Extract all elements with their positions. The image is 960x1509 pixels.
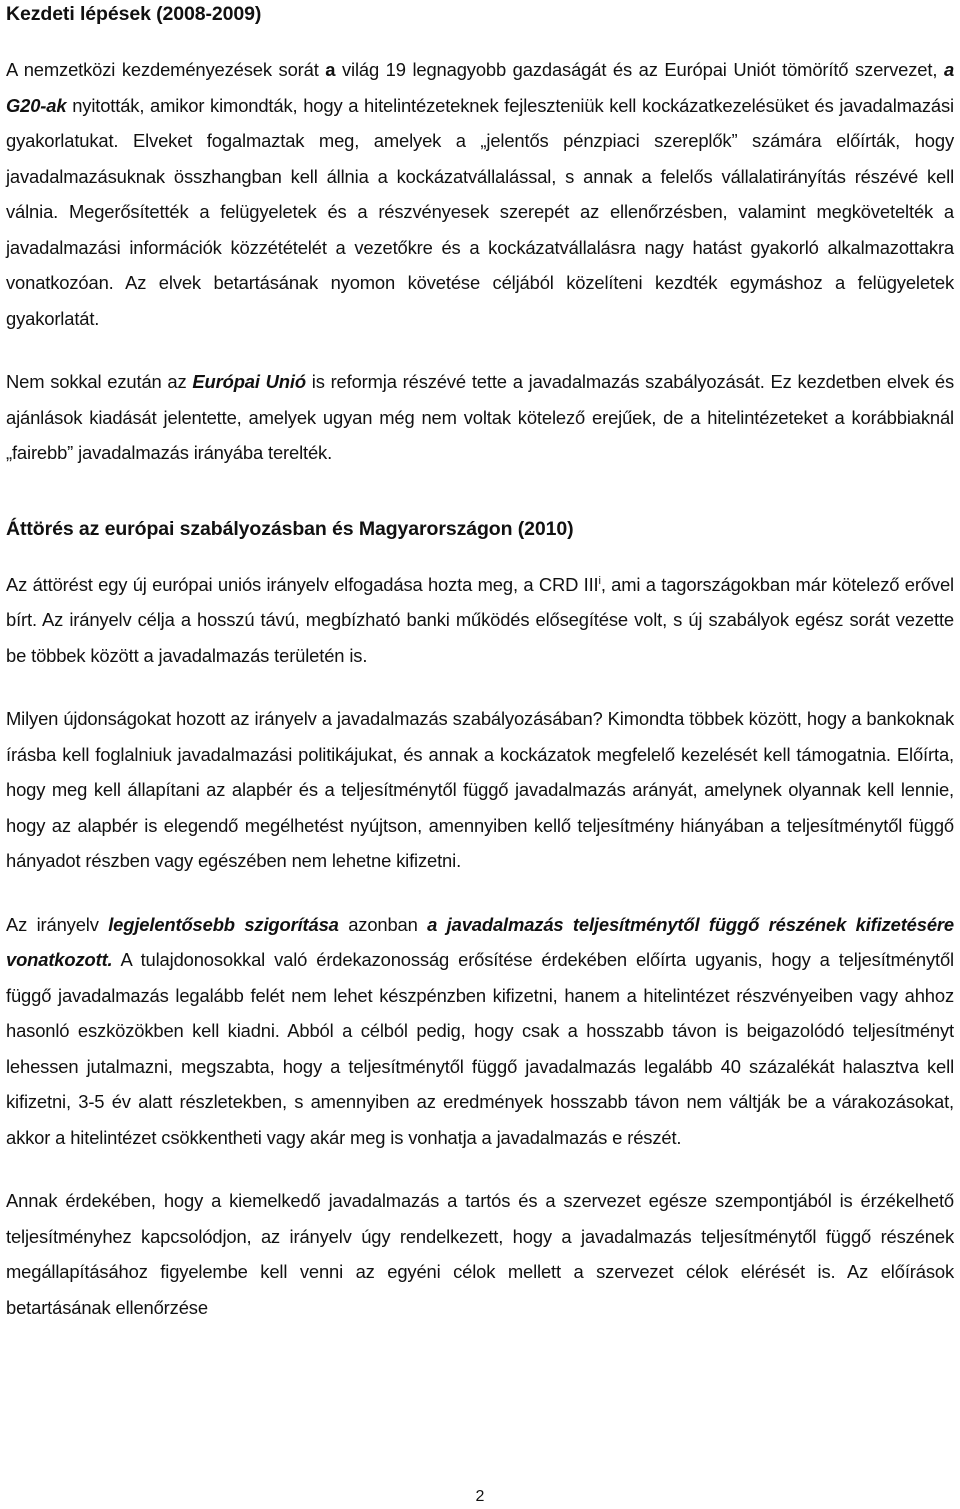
emphasis-g20: a G20-ak bbox=[6, 59, 955, 116]
emphasis-kifizetes: a javadalmazás teljesítménytől függő részének kifizetésére vonatkozott. bbox=[6, 913, 954, 970]
document-page bbox=[6, 0, 954, 1325]
emphasis-eu: Európai Unió bbox=[192, 371, 306, 392]
text-run: nyitották, amikor kimondták, hogy a hitelintézeteknek fejleszteniük kell kockázatkezelésüket és javadalmazási gyakorlatukat. Elveket fogalmaztak meg, amelyek a „jelentős pénzpiaci szereplők” számára előírták, hogy javadalmazásuknak összhangban kell állnia a kockázatvállalással, s annak a felelős vállalatirányítás részévé kell válnia. Megerősítették a felügyeletek és a részvényesek szerepét az ellenőrzésben, valamint megkövetelték a javadalmazási információk közzétételét a vezetőkre és a kockázatvállalásra nagy hatást gyakorló alkalmazottakra vonatkozóan. Az elvek betartásának nyomon követése céljából közelíteni kezdték egymáshoz a felügyeletek gyakorlatát. bbox=[6, 94, 954, 329]
text-run: is reformja részévé tette a javadalmazás szabályozását. Ez kezdetben elvek és ajánlások kiadását jelentette, amelyek ugyan még nem voltak kötelező erejűek, de a hitelintézeteket a korábbiaknál „fairebb” javadalmazás irányába terelték. bbox=[6, 371, 954, 463]
section-heading-attores: Áttörés az európai szabályozásban és Magyarországon (2010) bbox=[6, 517, 574, 540]
paragraph-szigoritas bbox=[6, 907, 954, 1156]
emphasis-szigoritas: legjelentősebb szigorítása bbox=[108, 913, 339, 935]
paragraph-celok: Annak érdekében, hogy a kiemelkedő javadalmazás a tartós és a szervezet egésze szempontjából is érzékelhető teljesítményhez kapcsolódjon, az irányelv úgy rendelkezett, hogy a javadalmazás teljesítménytől függő részének megállapításához figyelembe kell venni az egyéni célok mellett a szervezet célok elérését is. Az előírások betartásának ellenőrzése bbox=[6, 1190, 954, 1318]
text-run: Az áttörést egy új európai uniós irányelv elfogadása hozta meg, a CRD III bbox=[6, 573, 599, 595]
text-run: Nem sokkal ezután az bbox=[6, 371, 193, 392]
paragraph-g20 bbox=[6, 52, 954, 336]
text-run: A tulajdonosokkal való érdekazonosság erősítése érdekében előírta ugyanis, hogy a teljesítménytől függő javadalmazás legalább felét nem lehet készpénzben kifizetni, hanem a hitelintézet részvényeiben vagy ahhoz hasonló eszközökben kell kiadni. Abból a célból pedig, hogy csak a hosszabb távon is beigazolódó teljesítményt lehessen jutalmazni, megszabta, hogy a teljesítménytől függő javadalmazás legalább 40 százalékát halasztva kell kifizetni, 3-5 év alatt részletekben, s amennyiben az eredmények hosszabb távon nem váltják be a várakozásokat, akkor a hitelintézet csökkentheti vagy akár meg is vonhatja a javadalmazás e részét. bbox=[6, 949, 954, 1148]
paragraph-crd bbox=[6, 567, 954, 674]
emphasis-a: a bbox=[325, 59, 336, 80]
text-run: A nemzetközi kezdeményezések sorát bbox=[6, 59, 326, 80]
paragraph-eu bbox=[6, 364, 954, 471]
footnote-marker[interactable]: i bbox=[598, 574, 601, 587]
paragraph-ujdonsagok: Milyen újdonságokat hozott az irányelv a javadalmazás szabályozásában? Kimondta többek között, hogy a bankoknak írásba kell foglalniuk javadalmazási politikájukat, és annak a kockázatok megfelelő kezelését kell támogatnia. Előírta, hogy meg kell állapítani az alapbér és a teljesítménytől függő javadalmazás arányát, amelynek olyannak kell lennie, hogy az alapbér is elegendő megélhetést nyújtson, amennyiben kellő teljesítmény hiányában a teljesítménytől függő hányadot részben vagy egészében nem lehetne kifizetni. bbox=[6, 708, 954, 871]
text-run: azonban bbox=[338, 913, 428, 935]
page-number: 2 bbox=[475, 1488, 485, 1505]
text-run: , ami a tagországokban már kötelező erővel bírt. Az irányelv célja a hosszú távú, megbízható banki működés elősegítése volt, s új szabályok egész sorát vezette be többek között a javadalmazás területén is. bbox=[6, 573, 954, 666]
text-run: világ 19 legnagyobb gazdaságát és az Európai Uniót tömörítő szervezet, bbox=[335, 59, 944, 80]
section-heading-kezdeti: Kezdeti lépések (2008-2009) bbox=[6, 3, 262, 25]
text-run: Az irányelv bbox=[6, 913, 109, 935]
